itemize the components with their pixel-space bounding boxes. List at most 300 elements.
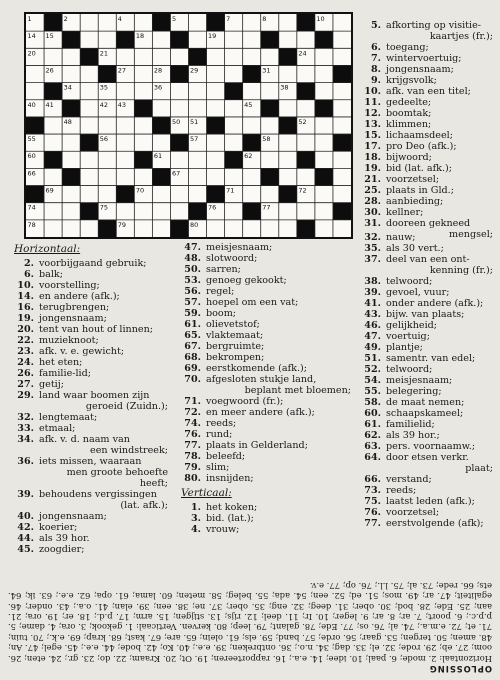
clue-item (8, 335, 170, 346)
clue-text: insnijden; (206, 473, 254, 484)
clue-item (8, 324, 170, 335)
cell-number: 76 (208, 203, 217, 212)
clue-text: afkorting op visitie- (386, 20, 482, 31)
cell-number: 36 (153, 83, 163, 92)
clue-item (175, 418, 353, 429)
clue-number: 32. (364, 232, 381, 243)
black-cell (207, 117, 225, 134)
clue-item (175, 473, 353, 484)
clue-item (175, 308, 353, 319)
crossword-grid-svg (26, 14, 351, 237)
clue-item (355, 265, 495, 276)
cell-number: 48 (63, 117, 72, 126)
clue-text: bid. (lat.); (206, 513, 254, 524)
clue-item (355, 97, 495, 108)
clue-item (175, 407, 353, 418)
clues-middle (175, 242, 353, 535)
clue-text: jongensnaam; (386, 64, 454, 75)
black-cell (62, 100, 80, 117)
clue-item (8, 291, 170, 302)
clue-number: 27. (17, 379, 34, 390)
clue-text: kellner; (386, 207, 424, 218)
cell-number: 5 (171, 15, 177, 23)
black-cell (333, 65, 351, 82)
black-cell (80, 203, 98, 220)
clue-item (355, 53, 495, 64)
clue-item (355, 276, 495, 287)
clue-item (8, 456, 170, 467)
cell-number: 56 (99, 135, 109, 144)
clue-text: voegwoord (fr.); (206, 396, 284, 407)
clue-item (8, 511, 170, 522)
clue-text: (lat. afk.); (120, 500, 168, 511)
clue-text: klimmen; (386, 119, 432, 130)
black-cell (225, 151, 243, 168)
clue-number (355, 31, 381, 42)
clues-right-top (355, 20, 495, 240)
cell-number: 69 (45, 186, 54, 195)
clue-text: plaats in Gld.; (386, 185, 454, 196)
clue-number: 69. (184, 363, 201, 374)
clue-item (355, 31, 495, 42)
cell-number: 8 (262, 15, 267, 23)
horizontaal-list-cont (175, 242, 353, 484)
black-cell (279, 186, 297, 203)
clue-item (8, 522, 170, 533)
clue-number: 39. (364, 287, 381, 298)
clue-number: 67. (184, 341, 201, 352)
clue-text: een windstreek; (90, 445, 168, 456)
solution-block (8, 578, 492, 674)
clue-item (175, 297, 353, 308)
clue-number: 25. (364, 185, 381, 196)
black-cell (207, 186, 225, 203)
cell-number: 40 (27, 100, 36, 109)
clue-item (175, 396, 353, 407)
clue-text: familie-lid; (39, 368, 92, 379)
cell-number: 45 (244, 100, 253, 109)
cell-number: 70 (135, 186, 145, 195)
clue-number: 77. (364, 518, 381, 529)
black-cell (152, 117, 170, 134)
black-cell (80, 48, 98, 65)
clue-number: 72. (184, 407, 201, 418)
clue-text: slim; (206, 462, 230, 473)
clues-right-bottom (355, 232, 495, 529)
black-cell (98, 65, 116, 82)
cell-number: 66 (27, 169, 36, 178)
clue-text: samentr. van edel; (386, 353, 476, 364)
clue-number: 68. (184, 352, 201, 363)
clue-text: jongensnaam; (39, 313, 107, 324)
clue-number: 75. (364, 496, 381, 507)
clue-item (355, 397, 495, 408)
black-cell (279, 48, 297, 65)
clue-text: verstand; (386, 474, 432, 485)
clue-item (355, 75, 495, 86)
clue-number: 15. (364, 130, 381, 141)
black-cell (80, 134, 98, 151)
clue-item (355, 243, 495, 254)
cell-number: 20 (27, 49, 36, 58)
clue-text: behoudens vergissingen (39, 489, 157, 500)
clue-number: 20. (17, 324, 34, 335)
clue-item (355, 86, 495, 97)
clue-item (175, 330, 353, 341)
clue-number: 42. (17, 522, 34, 533)
clue-text: vrouw; (206, 524, 240, 535)
clue-text: dooreen gekneed (386, 218, 471, 229)
clue-number: 6. (23, 269, 34, 280)
clue-text: kenning (fr.); (429, 265, 493, 276)
clue-number: 76. (184, 429, 201, 440)
clue-number: 48. (184, 253, 201, 264)
clue-number: 70. (184, 374, 201, 385)
cell-number: 14 (27, 32, 36, 41)
cell-number: 21 (99, 49, 109, 58)
clue-text: genoeg gekookt; (206, 275, 287, 286)
clue-number: 60. (364, 408, 381, 419)
cell-number: 71 (226, 186, 235, 195)
clue-item (8, 313, 170, 324)
clue-item (175, 374, 353, 385)
cell-number: 29 (190, 66, 199, 75)
clue-text: wintervoertuig; (386, 53, 462, 64)
clue-text: meisjesnaam; (386, 375, 453, 386)
clue-text: afk. v. d. naam van (39, 434, 130, 445)
horizontaal-title: Horizontaal: (14, 243, 81, 255)
clue-number: 63. (364, 441, 381, 452)
clue-number: 16. (17, 302, 34, 313)
clue-text: kaartjes (fr.); (429, 31, 493, 42)
clue-number (355, 463, 381, 474)
clue-text: men groote behoefte heeft; (66, 467, 172, 489)
clue-text: voorstelling; (39, 280, 100, 291)
cell-number: 72 (298, 186, 307, 195)
clue-number: 59. (184, 308, 201, 319)
verticaal-list (175, 502, 353, 535)
clue-number: 44. (17, 533, 34, 544)
clue-text: plaat; (465, 463, 493, 474)
black-cell (134, 100, 152, 117)
clue-text: land waar boomen zijn (39, 390, 150, 401)
clue-text: krijgsvolk; (386, 75, 437, 86)
clue-item (175, 242, 353, 253)
clue-text: getij; (39, 379, 64, 390)
clue-text: vlaktemaat; (206, 330, 264, 341)
clue-item (8, 280, 170, 291)
clue-text: beplant met bloemen; (244, 385, 351, 396)
clue-number: 58. (364, 397, 381, 408)
clue-number: 17. (364, 141, 381, 152)
black-cell (170, 65, 188, 82)
cell-number: 18 (135, 32, 145, 41)
clue-item (355, 196, 495, 207)
clue-number: 71. (184, 396, 201, 407)
clue-text: jongensnaam; (39, 511, 107, 522)
cell-number: 78 (27, 220, 36, 229)
cell-number: 10 (316, 15, 325, 23)
clue-number: 51. (364, 353, 381, 364)
clue-item (355, 430, 495, 441)
clue-number: 36. (17, 456, 34, 467)
clue-number: 28. (364, 196, 381, 207)
clue-text: muzieknoot; (39, 335, 99, 346)
clue-item (8, 412, 170, 423)
clue-number: 46. (364, 320, 381, 331)
clue-number: 65. (184, 330, 201, 341)
clue-number: 4. (190, 524, 201, 535)
clue-number: 33. (17, 423, 34, 434)
cell-number: 77 (262, 203, 271, 212)
clue-text: voorzetsel; (386, 174, 440, 185)
black-cell (189, 48, 207, 65)
clue-number: 1. (190, 502, 201, 513)
clue-text: belegering; (386, 386, 442, 397)
clue-text: telwoord; (386, 276, 433, 287)
black-cell (297, 83, 315, 100)
clue-number: 64. (364, 452, 381, 463)
cell-number: 34 (63, 83, 72, 92)
cell-number: 35 (99, 83, 109, 92)
clue-number: 47. (184, 242, 201, 253)
black-cell (225, 83, 243, 100)
clue-item (8, 269, 170, 280)
clue-number: 35. (364, 243, 381, 254)
clue-number (8, 445, 34, 456)
clue-item (175, 385, 353, 396)
clue-number: 73. (364, 485, 381, 496)
clue-number: 74. (184, 418, 201, 429)
clue-number: 26. (17, 368, 34, 379)
clue-number: 41. (364, 298, 381, 309)
clue-item (355, 441, 495, 452)
clue-number: 31. (364, 218, 381, 229)
black-cell (152, 168, 170, 185)
clue-number: 54. (364, 375, 381, 386)
clue-number: 55. (364, 386, 381, 397)
clue-text: bijw. van plaats; (386, 309, 465, 320)
clue-text: afgesloten stukje land, (206, 374, 317, 385)
clue-number: 62. (364, 430, 381, 441)
solution-title: OPLOSSING (428, 664, 492, 674)
clue-text: iets missen, waaraan (39, 456, 142, 467)
clue-text: nauw; (386, 232, 416, 243)
cell-number: 62 (244, 152, 253, 161)
clue-text: eerstkomende (afk.); (206, 363, 307, 374)
clue-text: beleefd; (206, 451, 246, 462)
clue-number: 78. (184, 451, 201, 462)
clue-item (355, 174, 495, 185)
cell-number: 41 (45, 100, 54, 109)
clue-number: 7. (370, 53, 381, 64)
black-cell (315, 100, 333, 117)
black-cell (207, 14, 225, 31)
clue-item (355, 364, 495, 375)
cell-number: 57 (190, 135, 199, 144)
black-cell (170, 31, 188, 48)
clue-item (355, 452, 495, 463)
clue-text: als 39 hor. (39, 533, 90, 544)
clue-number (8, 467, 34, 489)
clue-item (355, 108, 495, 119)
clue-text: reeds; (386, 485, 417, 496)
clue-item (175, 363, 353, 374)
clue-number: 14. (17, 291, 34, 302)
clue-item (8, 302, 170, 313)
clue-item (175, 524, 353, 535)
clue-item (355, 42, 495, 53)
verticaal-title: Verticaal: (181, 487, 232, 499)
clue-item (355, 342, 495, 353)
clue-item (355, 20, 495, 31)
clue-number: 57. (184, 297, 201, 308)
clue-text: lichaamsdeel; (386, 130, 453, 141)
clue-number (355, 265, 381, 276)
clue-text: telwoord; (386, 364, 433, 375)
clue-number: 11. (364, 97, 381, 108)
cell-number: 1 (27, 15, 32, 23)
clue-text: laatst leden (afk.); (386, 496, 475, 507)
black-cell (189, 203, 207, 220)
clue-item (355, 64, 495, 75)
clue-text: gedeelte; (386, 97, 432, 108)
clue-item (8, 346, 170, 357)
clue-number: 79. (184, 462, 201, 473)
clue-item (175, 275, 353, 286)
clue-text: bid (lat. afk.); (386, 163, 452, 174)
clue-item (8, 258, 170, 269)
clue-number: 10. (17, 280, 34, 291)
black-cell (315, 31, 333, 48)
clue-text: afk. van een titel; (386, 86, 471, 97)
clue-item (355, 152, 495, 163)
clue-item (355, 375, 495, 386)
clue-number: 61. (364, 419, 381, 430)
clue-text: koerier; (39, 522, 78, 533)
black-cell (170, 134, 188, 151)
clue-text: etmaal; (39, 423, 76, 434)
clue-number: 21. (364, 174, 381, 185)
clue-text: sarren; (206, 264, 241, 275)
cell-number: 4 (117, 15, 122, 23)
clue-number: 23. (17, 346, 34, 357)
clue-text: en meer andere (afk.); (206, 407, 315, 418)
black-cell (134, 151, 152, 168)
clue-number (8, 500, 34, 511)
clue-number: 61. (184, 319, 201, 330)
cell-number: 60 (27, 152, 36, 161)
clue-text: afk. v. e. gewicht; (39, 346, 125, 357)
clue-text: balk; (39, 269, 63, 280)
clue-item (175, 286, 353, 297)
clue-text: het koken; (206, 502, 258, 513)
clue-text: als 30 vert.; (386, 243, 444, 254)
clue-item (355, 309, 495, 320)
clue-item (355, 298, 495, 309)
clue-item (8, 401, 170, 412)
clue-text: als 39 hor.; (386, 430, 440, 441)
clue-text: gevoel, vuur; (386, 287, 450, 298)
clue-item (355, 254, 495, 265)
clue-item (175, 319, 353, 330)
clue-number: 10. (364, 86, 381, 97)
cell-number: 43 (117, 100, 127, 109)
clue-text: voertuig; (386, 331, 430, 342)
clue-item (355, 463, 495, 474)
clue-text: rund; (206, 429, 233, 440)
black-cell (44, 83, 62, 100)
cell-number: 55 (27, 135, 36, 144)
clue-item (355, 185, 495, 196)
clue-item (355, 496, 495, 507)
clue-number: 19. (364, 163, 381, 174)
clue-number: 5. (370, 20, 381, 31)
clue-item (8, 357, 170, 368)
clue-number: 32. (17, 412, 34, 423)
clue-item (8, 368, 170, 379)
clue-number: 9. (370, 75, 381, 86)
clue-item (355, 119, 495, 130)
black-cell (98, 220, 116, 237)
cell-number: 51 (190, 117, 199, 126)
cell-number: 2 (63, 15, 68, 23)
clue-text: hoepel om een vat; (206, 297, 299, 308)
clue-item (355, 353, 495, 364)
clue-text: aanbieding; (386, 196, 444, 207)
clue-text: terugbrengen; (39, 302, 110, 313)
clue-number: 39. (17, 489, 34, 500)
clue-text: meisjesnaam; (206, 242, 273, 253)
black-cell (62, 168, 80, 185)
clue-item (175, 513, 353, 524)
clue-number: 56. (184, 286, 201, 297)
clue-text: door etsen verkr. (386, 452, 469, 463)
clue-item (175, 462, 353, 473)
clue-text: onder andere (afk.); (386, 298, 484, 309)
black-cell (116, 186, 134, 203)
cell-number: 38 (280, 83, 289, 92)
clue-number: 34. (17, 434, 34, 445)
clue-item (175, 429, 353, 440)
clue-text: de maat nemen; (386, 397, 465, 408)
clue-item (355, 408, 495, 419)
black-cell (261, 100, 279, 117)
clue-text: gelijkheid; (386, 320, 438, 331)
cell-number: 58 (262, 135, 271, 144)
clue-number (175, 385, 201, 396)
clue-number: 43. (364, 309, 381, 320)
clue-item (355, 207, 495, 218)
black-cell (261, 31, 279, 48)
clue-text: bijwoord; (386, 152, 432, 163)
solution-text: Horizontaal: 2. mode; 6. paal; 10. idee; 14. e.a.; 16. rapporteeren; 19. Ot; 20. Kraam; 22. do; 23. gr.; 24. eten; 26. oom; 27. eb; 29. rode; 32. el; 33. dag; 34. n.o.; 36. ontbreken; 39. e.e.; 40. Ko; 42. bode; 44. e.e.; 45. egel; 47. An; 48. amen; 50. tergen; 53. gaar; 56. orde; 57. band; 59. els; 61. olein; 65. are; 67. kast; 68. krap; 69. e.k.; 70. tuin; 71. et; 72. e.m.a.; 74. al; 76. os; 77. Ede; 78. galant; 79. leep; 80. kerven. Verticaal: 1. gekook; 3. ora; 4. dame; 5. p.p.c.; 6. poort; 7. ar; 8. ar; 9. leger; 10. Ir; 11. deel; 12. rijs; 13. stijgen; 15. arm; 17. p.d.; 18. er; 19. ora; 21. aan; 25. Ede; 28. bod; 30. ober; 31. deeg; 32. eng; 35. ober; 37. ne; 38. een; 39. elan; 41. o.a.; 43. onder; 46. egaliteit; 47. ar; 49. mos; 51. ed; 52. een; 54. ada; 55. beleg; 58. meten; 60. lama; 61. opa; 62. e.e.; 63. ik; 64. ets; 66. rede; 73. al; 75. l.l.; 76. op; 77. e.v. (8, 580, 492, 664)
clues-horizontaal-left (8, 242, 170, 555)
clue-item (8, 434, 170, 445)
cell-number: 7 (226, 15, 231, 23)
cell-number: 67 (171, 169, 181, 178)
clue-number: 37. (364, 254, 381, 265)
clue-item (355, 507, 495, 518)
clue-text: zoogdier; (39, 544, 85, 555)
clue-number: 77. (184, 440, 201, 451)
clue-number: 40. (17, 511, 34, 522)
clue-number: 66. (364, 474, 381, 485)
clue-item (355, 419, 495, 430)
clue-text: eerstvolgende (afk); (386, 518, 484, 529)
cell-number: 75 (99, 203, 109, 212)
clue-text: reeds; (206, 418, 237, 429)
